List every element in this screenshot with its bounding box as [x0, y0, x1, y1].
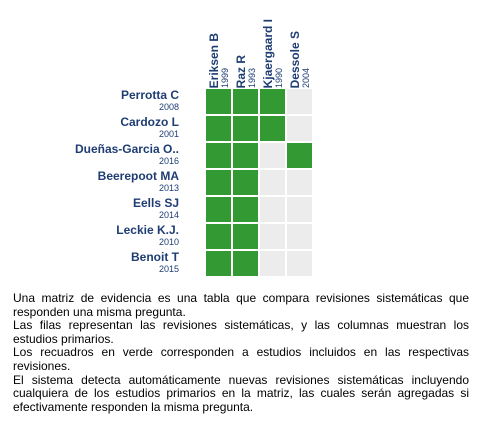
matrix-cell-included[interactable] [206, 224, 231, 249]
row-year: 2001 [158, 129, 179, 139]
row-author: Cardozo L [120, 115, 179, 129]
matrix-cell-included[interactable] [260, 116, 285, 141]
description-text [13, 292, 469, 414]
column-header[interactable] [287, 0, 314, 88]
row-header[interactable] [0, 223, 179, 249]
description-paragraph: Una matriz de evidencia es una tabla que compara revisiones sistemáticas que responden una misma pregunta. [13, 291, 469, 319]
matrix-cell-empty[interactable] [260, 170, 285, 195]
row-year: 2016 [158, 156, 179, 166]
matrix-cell-included[interactable] [206, 89, 231, 114]
matrix-cell-included[interactable] [233, 143, 258, 168]
column-header[interactable] [206, 0, 233, 88]
row-year: 2015 [158, 264, 179, 274]
matrix-cell-empty[interactable] [287, 170, 312, 195]
row-header[interactable] [0, 142, 179, 168]
description-paragraph: Los recuadros en verde corresponden a estudios incluidos en las respectivas revisiones. [13, 345, 469, 373]
row-header[interactable] [0, 169, 179, 195]
matrix-cell-empty[interactable] [287, 224, 312, 249]
matrix-cell-included[interactable] [206, 116, 231, 141]
row-author: Leckie K.J. [116, 223, 179, 237]
column-year: 1999 [220, 67, 230, 88]
matrix-cell-empty[interactable] [287, 89, 312, 114]
matrix-cell-empty[interactable] [287, 251, 312, 276]
column-author: Dessole S [288, 30, 302, 88]
row-header[interactable] [0, 196, 179, 222]
matrix-cell-empty[interactable] [287, 197, 312, 222]
row-author: Eells SJ [132, 196, 179, 210]
column-header[interactable] [260, 0, 287, 88]
column-header[interactable] [233, 0, 260, 88]
matrix-cell-included[interactable] [233, 170, 258, 195]
matrix-cell-included[interactable] [260, 89, 285, 114]
column-author: Eriksen B [207, 32, 221, 88]
matrix-cell-included[interactable] [233, 224, 258, 249]
row-year: 2008 [158, 102, 179, 112]
matrix-cell-included[interactable] [206, 251, 231, 276]
description-paragraph: El sistema detecta automáticamente nuevas revisiones sistemáticas incluyendo cualquiera de los estudios primarios en la matriz, las cuales serán agregadas si efectivamente responden la misma pregunta. [13, 372, 469, 414]
matrix-cell-included[interactable] [206, 197, 231, 222]
row-author: Dueñas-Garcia O.. [74, 142, 179, 156]
matrix-cell-empty[interactable] [287, 116, 312, 141]
matrix-cell-empty[interactable] [260, 197, 285, 222]
row-header[interactable] [0, 88, 179, 114]
row-header[interactable] [0, 250, 179, 276]
column-year: 2004 [301, 67, 311, 88]
description-paragraph: Las filas representan las revisiones sistemáticas, y las columnas muestran los estudios primarios. [13, 318, 469, 346]
row-year: 2014 [158, 210, 179, 220]
column-author: Raz R [234, 54, 248, 88]
matrix-cell-included[interactable] [287, 143, 312, 168]
row-year: 2013 [158, 183, 179, 193]
row-header[interactable] [0, 115, 179, 141]
row-author: Perrotta C [120, 88, 179, 102]
column-author: Kjaergaard I [261, 18, 275, 88]
row-author: Benoit T [131, 250, 179, 264]
matrix-cell-included[interactable] [233, 197, 258, 222]
matrix-cell-included[interactable] [233, 251, 258, 276]
column-year: 1993 [247, 67, 257, 88]
matrix-cell-empty[interactable] [260, 224, 285, 249]
matrix-cell-included[interactable] [233, 116, 258, 141]
row-author: Beerepoot MA [97, 169, 179, 183]
matrix-cell-included[interactable] [233, 89, 258, 114]
matrix-cell-included[interactable] [206, 143, 231, 168]
matrix-cell-included[interactable] [206, 170, 231, 195]
column-year: 1990 [274, 67, 284, 88]
matrix-cell-empty[interactable] [260, 251, 285, 276]
matrix-cell-empty[interactable] [260, 143, 285, 168]
row-year: 2010 [158, 237, 179, 247]
